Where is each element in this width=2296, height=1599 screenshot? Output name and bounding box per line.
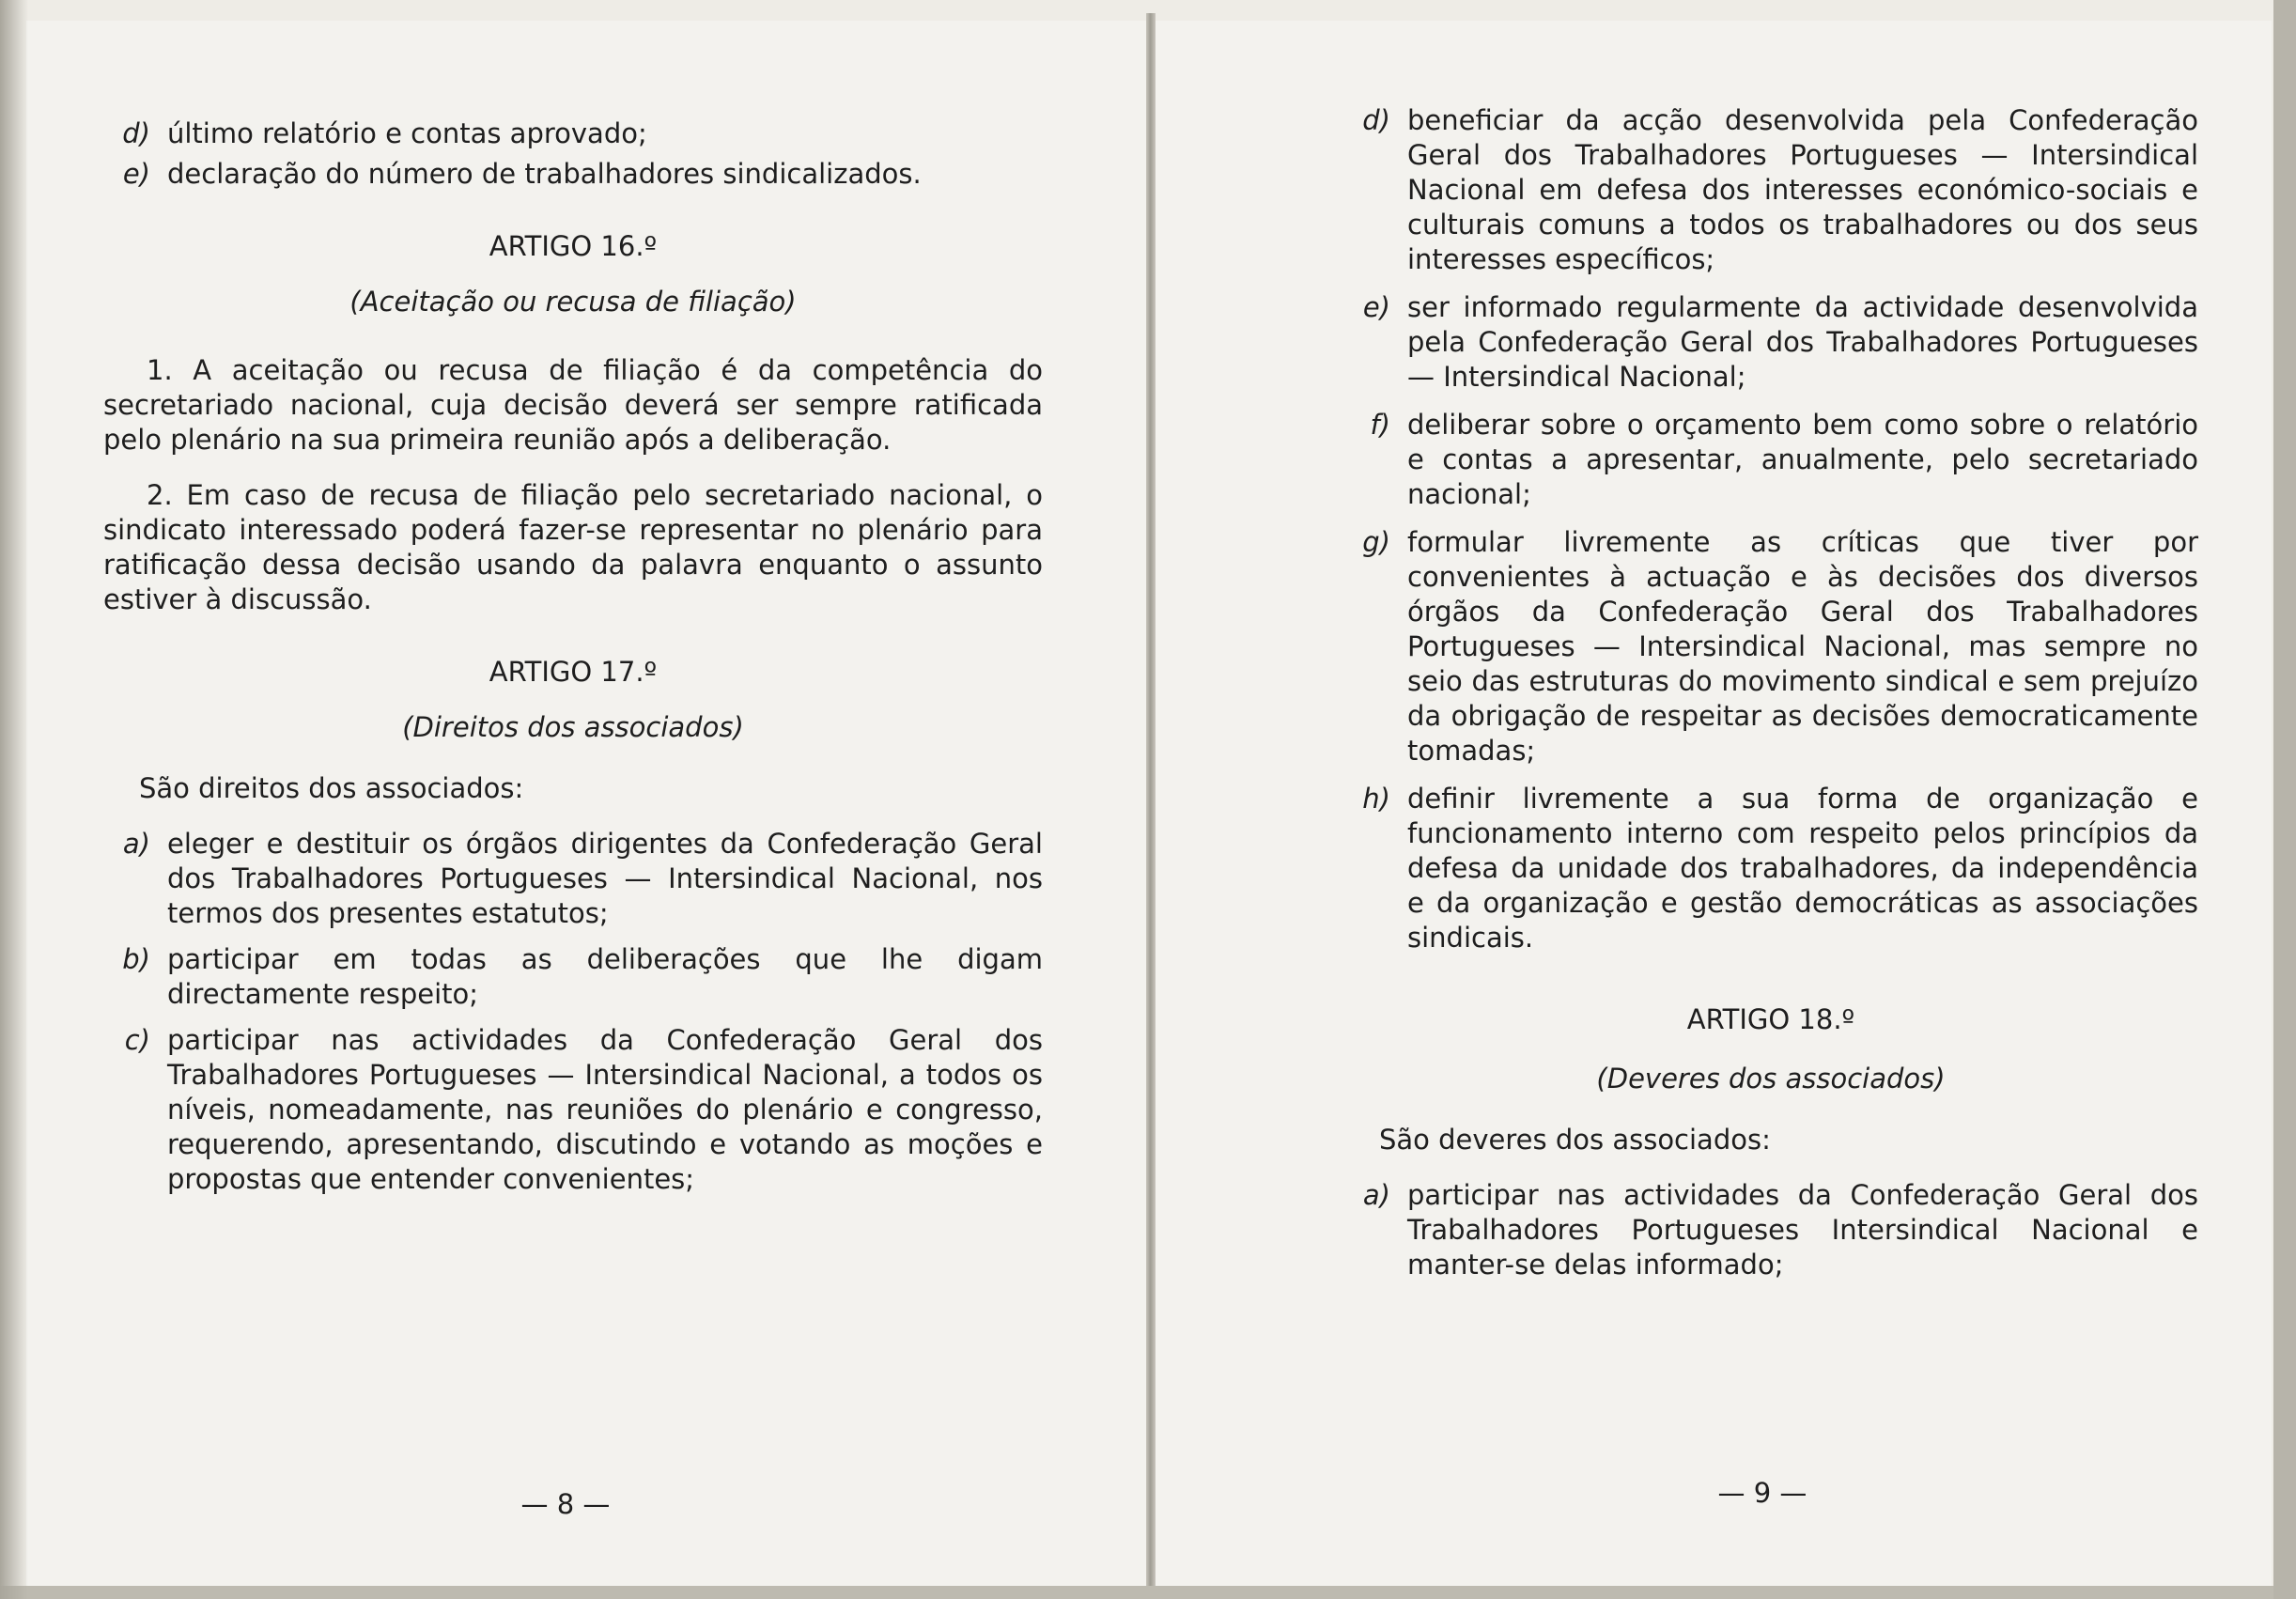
item-text: ser informado regularmente da actividade desenvolvida pela Confederação Geral dos Trabalhadores Portugueses — Intersindical Nacional; <box>1407 291 2198 393</box>
list-item <box>103 827 1043 931</box>
item-label: d) <box>122 117 150 149</box>
item-text: participar nas actividades da Confederação Geral dos Trabalhadores Portugueses Intersindical Nacional e manter-se delas informado; <box>1407 1179 2198 1281</box>
article-16-paragraph-1: 1. A aceitação ou recusa de filiação é da competência do secretariado nacional, cuja decisão deverá ser sempre ratificada pelo plenário na sua primeira reunião após a deliberação. <box>103 354 1043 456</box>
article-18-heading: ARTIGO 18.º <box>1686 1003 1855 1035</box>
list-item <box>103 1023 1043 1197</box>
item-label: b) <box>122 943 150 975</box>
page-number-left: — 8 — <box>520 1488 611 1520</box>
item-text: deliberar sobre o orçamento bem como sobre o relatório e contas a apresentar, anualmente, pelo secretariado nacional; <box>1407 409 2198 510</box>
book-gutter <box>1146 13 1156 1591</box>
item-text: definir livremente a sua forma de organização e funcionamento interno com respeito pelos princípios da defesa da unidade dos trabalhadores, da independência e da organização e gestão democráticas as associações sindicais. <box>1407 783 2198 954</box>
item-text: último relatório e contas aprovado; <box>167 117 647 149</box>
list-item <box>1343 290 2198 395</box>
item-label: h) <box>1362 783 1390 815</box>
item-text: formular livremente as críticas que tiver por convenientes à actuação e às decisões dos diversos órgãos da Confederação Geral dos Trabalhadores Portugueses — Intersindical Nacional, mas sempre no seio das estruturas do movimento sindical e sem prejuízo da obrigação de respeitar as decisões democraticamente tomadas; <box>1407 526 2198 767</box>
item-text: eleger e destituir os órgãos dirigentes da Confederação Geral dos Trabalhadores Portugueses — Intersindical Nacional, nos termos dos presentes estatutos; <box>167 828 1043 929</box>
item-label: e) <box>122 158 150 190</box>
article-16-heading: ARTIGO 16.º <box>489 230 658 262</box>
item-label: c) <box>124 1024 150 1056</box>
item-label: a) <box>122 828 150 860</box>
article-18-subtitle: (Deveres dos associados) <box>1596 1063 1946 1094</box>
article-18-intro: São deveres dos associados: <box>1379 1124 1771 1156</box>
list-item <box>1343 408 2198 512</box>
article-17-intro: São direitos dos associados: <box>139 772 524 804</box>
list-item <box>103 942 1043 1012</box>
page-number-right: — 9 — <box>1717 1477 1807 1509</box>
list-item <box>1343 782 2198 955</box>
list-item <box>1343 525 2198 768</box>
article-17-heading: ARTIGO 17.º <box>489 656 658 688</box>
list-item <box>1343 103 2198 277</box>
item-text: participar em todas as deliberações que lhe digam directamente respeito; <box>167 943 1043 1010</box>
article-16-paragraph-2: 2. Em caso de recusa de filiação pelo secretariado nacional, o sindicato interessado poderá fazer-se representar no plenário para ratificação dessa decisão usando da palavra enquanto o assunto estiver à discussão. <box>103 479 1043 615</box>
item-label: a) <box>1362 1179 1390 1211</box>
list-item <box>103 116 1043 151</box>
item-label: g) <box>1362 526 1390 558</box>
list-item <box>103 157 1043 192</box>
item-label: f) <box>1370 409 1390 441</box>
page-edge-bottom <box>0 1586 2296 1599</box>
article-17-subtitle: (Direitos dos associados) <box>402 711 744 743</box>
item-text: participar nas actividades da Confederação Geral dos Trabalhadores Portugueses — Intersindical Nacional, a todos os níveis, nomeadamente, nas reuniões do plenário e congresso, requerendo, apresentando, discutindo e votando as moções e propostas que entender convenientes; <box>167 1024 1043 1195</box>
list-item <box>1343 1178 2198 1282</box>
article-16-subtitle: (Aceitação ou recusa de filiação) <box>349 286 797 318</box>
left-page-text <box>103 116 1043 1197</box>
page-edge-left <box>0 0 28 1599</box>
right-page-text <box>1343 103 2198 1282</box>
page-edge-right <box>2273 0 2296 1599</box>
item-text: beneficiar da acção desenvolvida pela Confederação Geral dos Trabalhadores Portugueses — Intersindical Nacional em defesa dos interesses económico-sociais e culturais comuns a todos os trabalhadores ou dos seus interesses específicos; <box>1407 104 2198 275</box>
item-label: e) <box>1362 291 1390 323</box>
item-label: d) <box>1362 104 1390 136</box>
item-text: declaração do número de trabalhadores sindicalizados. <box>167 158 922 190</box>
